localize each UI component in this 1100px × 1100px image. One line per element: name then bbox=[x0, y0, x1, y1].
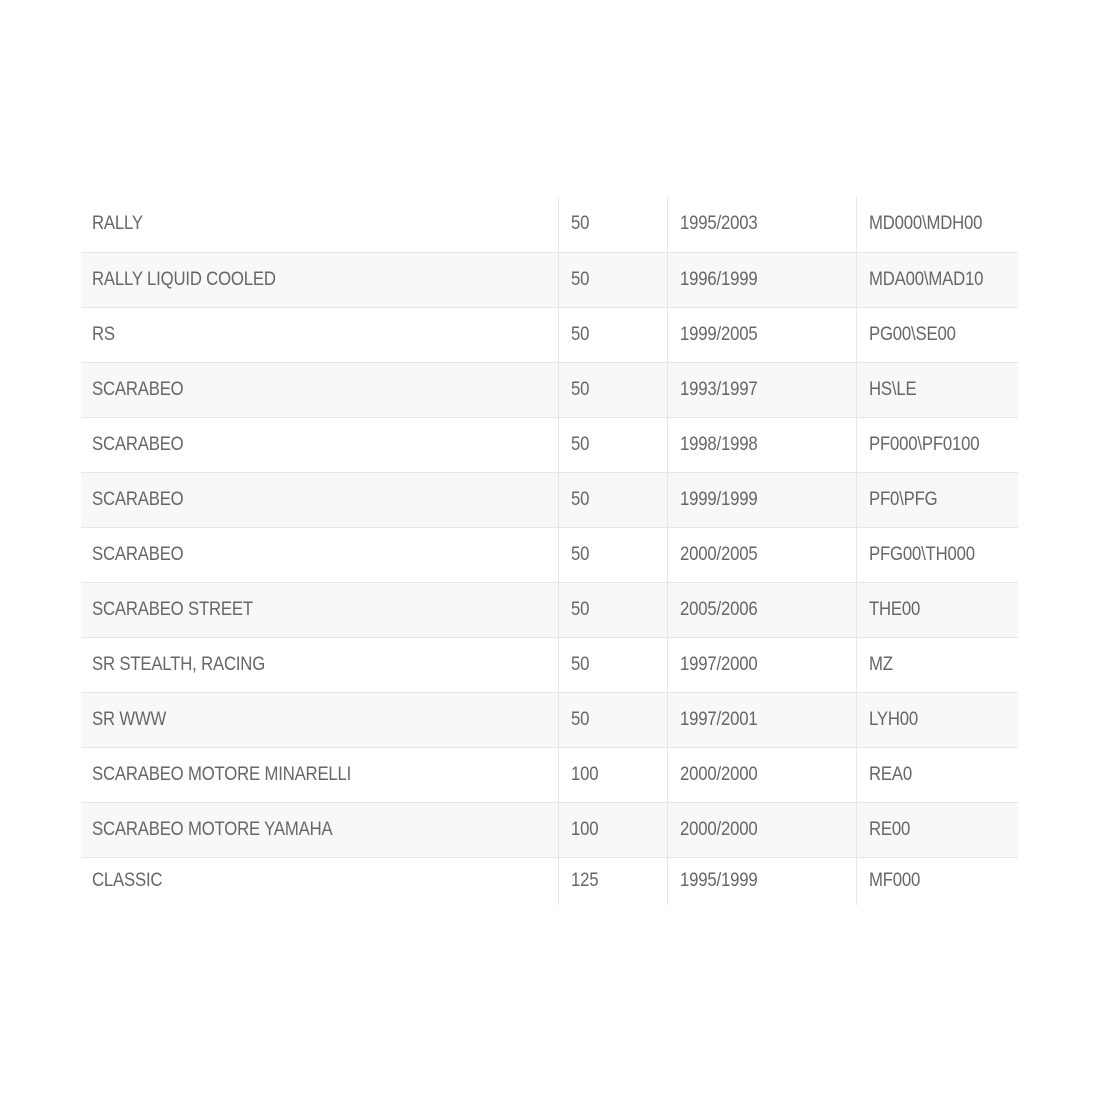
frame-code-cell bbox=[856, 747, 1018, 802]
frame-code-cell-text: PF0\PFG bbox=[868, 488, 937, 510]
displacement-cell-text: 50 bbox=[570, 433, 589, 455]
model-cell bbox=[81, 857, 558, 905]
years-cell bbox=[667, 252, 856, 307]
model-cell-text: SCARABEO bbox=[92, 433, 184, 455]
years-cell-text: 1999/2005 bbox=[679, 323, 757, 345]
displacement-cell bbox=[558, 747, 667, 802]
frame-code-cell bbox=[856, 857, 1018, 905]
model-cell-text: RALLY LIQUID COOLED bbox=[92, 268, 276, 290]
frame-code-cell bbox=[856, 472, 1018, 527]
model-cell bbox=[81, 637, 558, 692]
table-row bbox=[81, 417, 1018, 472]
years-cell bbox=[667, 362, 856, 417]
model-cell-text: SCARABEO bbox=[92, 488, 184, 510]
years-cell bbox=[667, 692, 856, 747]
years-cell-text: 2000/2000 bbox=[679, 763, 757, 785]
frame-code-cell-text: HS\LE bbox=[868, 378, 916, 400]
table-row bbox=[81, 857, 1018, 905]
years-cell bbox=[667, 857, 856, 905]
model-cell bbox=[81, 362, 558, 417]
frame-code-cell bbox=[856, 197, 1018, 252]
frame-code-cell-text: REA0 bbox=[868, 763, 912, 785]
table-row bbox=[81, 197, 1018, 252]
table-row bbox=[81, 802, 1018, 857]
model-cell bbox=[81, 197, 558, 252]
years-cell-text: 1993/1997 bbox=[679, 378, 757, 400]
years-cell-text: 1997/2000 bbox=[679, 653, 757, 675]
frame-code-cell-text: MF000 bbox=[868, 870, 920, 892]
displacement-cell bbox=[558, 637, 667, 692]
model-cell-text: RALLY bbox=[92, 213, 143, 235]
model-cell bbox=[81, 472, 558, 527]
frame-code-cell-text: PG00\SE00 bbox=[868, 323, 956, 345]
model-cell bbox=[81, 417, 558, 472]
displacement-cell-text: 50 bbox=[570, 378, 589, 400]
years-cell bbox=[667, 197, 856, 252]
model-cell-text: RS bbox=[92, 323, 115, 345]
displacement-cell-text: 100 bbox=[570, 763, 598, 785]
displacement-cell bbox=[558, 527, 667, 582]
model-cell bbox=[81, 802, 558, 857]
frame-code-cell-text: PF000\PF0100 bbox=[868, 433, 979, 455]
frame-code-cell bbox=[856, 692, 1018, 747]
table-body bbox=[81, 197, 1018, 905]
displacement-cell bbox=[558, 857, 667, 905]
years-cell-text: 2000/2000 bbox=[679, 818, 757, 840]
displacement-cell-text: 50 bbox=[570, 653, 589, 675]
table-row bbox=[81, 747, 1018, 802]
frame-code-cell bbox=[856, 802, 1018, 857]
frame-code-cell bbox=[856, 417, 1018, 472]
frame-code-cell bbox=[856, 252, 1018, 307]
frame-code-cell-text: MDA00\MAD10 bbox=[868, 268, 983, 290]
frame-code-cell bbox=[856, 307, 1018, 362]
model-cell bbox=[81, 527, 558, 582]
model-cell-text: SR WWW bbox=[92, 708, 167, 730]
years-cell-text: 1995/2003 bbox=[679, 213, 757, 235]
years-cell bbox=[667, 802, 856, 857]
displacement-cell bbox=[558, 582, 667, 637]
years-cell-text: 1996/1999 bbox=[679, 268, 757, 290]
years-cell-text: 1995/1999 bbox=[679, 870, 757, 892]
table-row bbox=[81, 252, 1018, 307]
table-row bbox=[81, 582, 1018, 637]
frame-code-cell-text: PFG00\TH000 bbox=[868, 543, 975, 565]
model-cell-text: SCARABEO bbox=[92, 378, 184, 400]
table-row bbox=[81, 692, 1018, 747]
displacement-cell-text: 50 bbox=[570, 213, 589, 235]
displacement-cell-text: 50 bbox=[570, 488, 589, 510]
frame-code-cell bbox=[856, 637, 1018, 692]
frame-code-cell-text: LYH00 bbox=[868, 708, 918, 730]
displacement-cell-text: 50 bbox=[570, 598, 589, 620]
frame-code-cell-text: RE00 bbox=[868, 818, 910, 840]
years-cell bbox=[667, 637, 856, 692]
model-cell bbox=[81, 692, 558, 747]
table-row bbox=[81, 527, 1018, 582]
displacement-cell-text: 50 bbox=[570, 268, 589, 290]
displacement-cell-text: 125 bbox=[570, 870, 598, 892]
displacement-cell-text: 50 bbox=[570, 708, 589, 730]
frame-code-cell bbox=[856, 362, 1018, 417]
displacement-cell bbox=[558, 362, 667, 417]
years-cell bbox=[667, 527, 856, 582]
model-cell bbox=[81, 307, 558, 362]
years-cell-text: 2005/2006 bbox=[679, 598, 757, 620]
model-cell-text: SR STEALTH, RACING bbox=[92, 653, 266, 675]
model-cell-text: CLASSIC bbox=[92, 870, 163, 892]
displacement-cell bbox=[558, 802, 667, 857]
model-cell-text: SCARABEO bbox=[92, 543, 184, 565]
table-row bbox=[81, 362, 1018, 417]
model-cell bbox=[81, 582, 558, 637]
years-cell bbox=[667, 747, 856, 802]
table-row bbox=[81, 637, 1018, 692]
model-cell bbox=[81, 747, 558, 802]
years-cell-text: 1997/2001 bbox=[679, 708, 757, 730]
frame-code-cell-text: THE00 bbox=[868, 598, 920, 620]
model-cell-text: SCARABEO STREET bbox=[92, 598, 253, 620]
years-cell-text: 1998/1998 bbox=[679, 433, 757, 455]
displacement-cell bbox=[558, 472, 667, 527]
displacement-cell-text: 50 bbox=[570, 323, 589, 345]
years-cell bbox=[667, 307, 856, 362]
displacement-cell bbox=[558, 252, 667, 307]
displacement-cell-text: 50 bbox=[570, 543, 589, 565]
displacement-cell bbox=[558, 197, 667, 252]
frame-code-cell-text: MZ bbox=[868, 653, 893, 675]
displacement-cell bbox=[558, 692, 667, 747]
model-cell-text: SCARABEO MOTORE MINARELLI bbox=[92, 763, 352, 785]
years-cell bbox=[667, 417, 856, 472]
model-cell-text: SCARABEO MOTORE YAMAHA bbox=[92, 818, 333, 840]
displacement-cell-text: 100 bbox=[570, 818, 598, 840]
model-cell bbox=[81, 252, 558, 307]
table-row bbox=[81, 472, 1018, 527]
displacement-cell bbox=[558, 307, 667, 362]
displacement-cell bbox=[558, 417, 667, 472]
years-cell bbox=[667, 472, 856, 527]
table-row bbox=[81, 307, 1018, 362]
years-cell-text: 1999/1999 bbox=[679, 488, 757, 510]
frame-code-cell bbox=[856, 527, 1018, 582]
years-cell bbox=[667, 582, 856, 637]
frame-code-cell-text: MD000\MDH00 bbox=[868, 213, 982, 235]
years-cell-text: 2000/2005 bbox=[679, 543, 757, 565]
models-table bbox=[81, 197, 1018, 905]
frame-code-cell bbox=[856, 582, 1018, 637]
